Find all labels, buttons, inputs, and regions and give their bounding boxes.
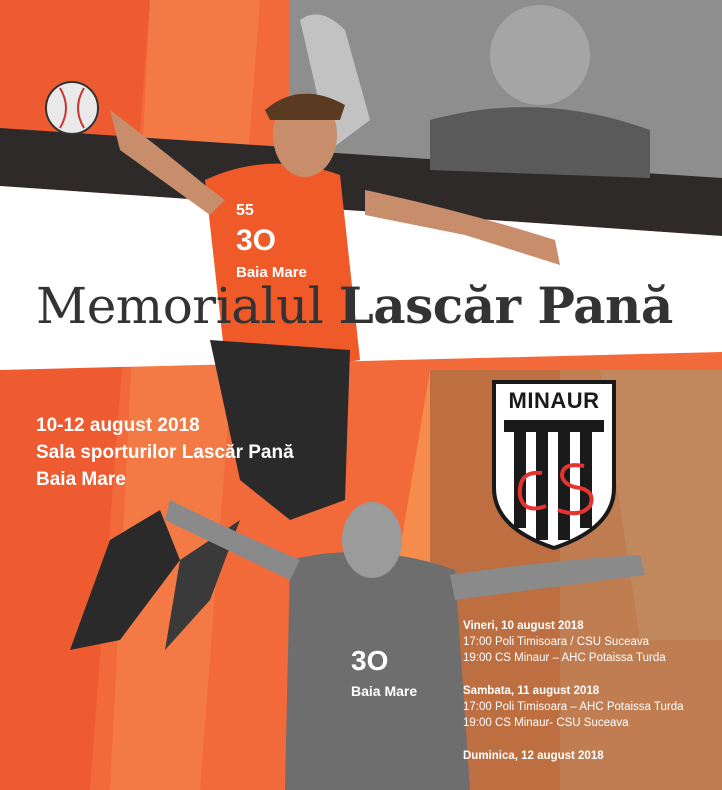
schedule-day-2 [463, 683, 718, 731]
jersey-sponsor-text: Baia Mare [236, 264, 307, 281]
jersey-print [230, 195, 340, 290]
jersey-number: 55 [236, 202, 254, 219]
title-part-2: Lascăr Pană [338, 276, 673, 335]
event-city: Baia Mare [36, 469, 126, 490]
schedule-day-title: Vineri, 10 august 2018 [463, 620, 584, 632]
match-schedule [463, 618, 718, 781]
edition-label: editia I [570, 205, 649, 230]
minaur-logo [490, 378, 618, 550]
schedule-day-title: Duminica, 12 august 2018 [463, 750, 604, 762]
schedule-day-3 [463, 748, 718, 764]
logo-name: MINAUR [508, 388, 600, 413]
title-part-1: Memorialul [36, 277, 324, 335]
event-venue: Sala sporturilor Lascăr Pană [36, 442, 294, 463]
schedule-day-1 [463, 618, 718, 666]
schedule-match: 17:00 Poli Timisoara – AHC Potaissa Turda [463, 701, 684, 713]
jersey-sponsor-number: 3O [236, 224, 277, 257]
jersey-print-2 [345, 640, 435, 705]
event-info [36, 412, 294, 493]
event-dates: 10-12 august 2018 [36, 415, 200, 436]
schedule-match: 19:00 CS Minaur- CSU Suceava [463, 717, 629, 729]
schedule-day-title: Sambata, 11 august 2018 [463, 685, 600, 697]
schedule-match: 17:00 Poli Timisoara / CSU Suceava [463, 636, 650, 648]
event-title [36, 276, 673, 335]
jersey-sponsor-text: Baia Mare [351, 683, 418, 699]
schedule-match: 19:00 CS Minaur – AHC Potaissa Turda [463, 652, 666, 664]
jersey-sponsor-number: 3O [351, 645, 389, 676]
